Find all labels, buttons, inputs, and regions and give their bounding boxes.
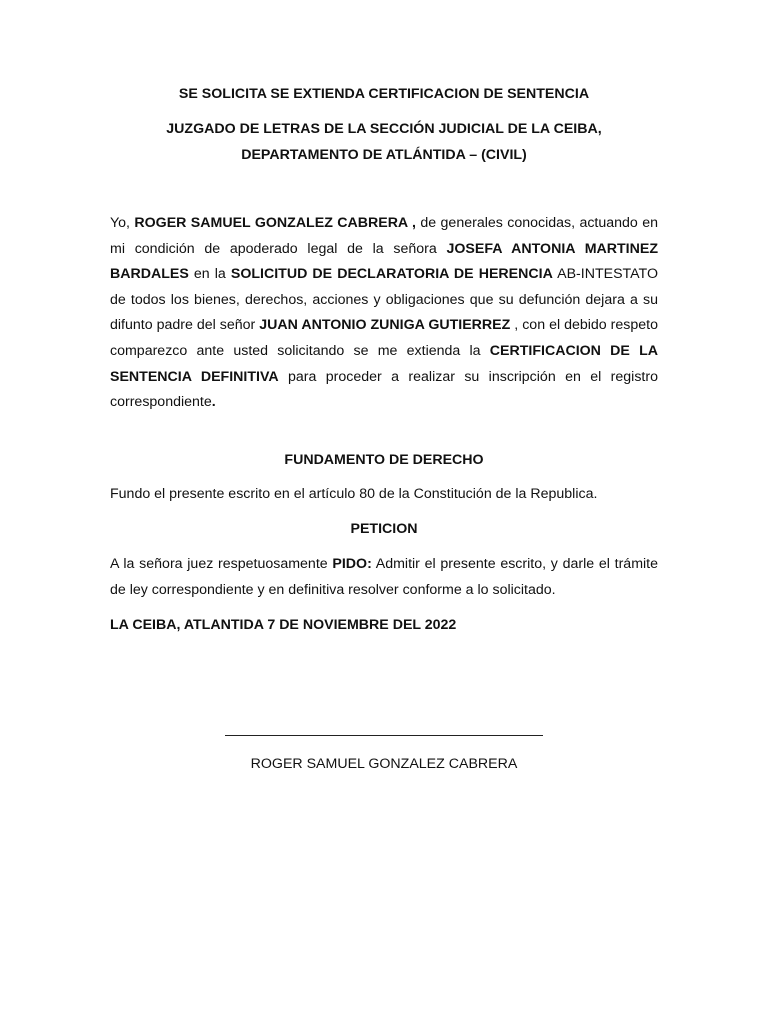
client-name: JOSEFA ANTONIA MARTINEZ BARDALES xyxy=(110,240,658,283)
request-paragraph xyxy=(110,552,658,603)
petition-paragraph xyxy=(110,211,658,416)
request-text-1: A la señora juez respetuosamente xyxy=(110,556,333,572)
legal-basis-heading: FUNDAMENTO DE DERECHO xyxy=(284,452,484,468)
petitioner-name: ROGER SAMUEL GONZALEZ CABRERA , xyxy=(134,215,416,231)
request-heading: PETICION xyxy=(350,521,418,537)
petition-text-6: para proceder a realizar su inscripción en el registro correspondiente xyxy=(110,368,658,411)
signature-line xyxy=(225,735,543,736)
request-text-2: Admitir el presente escrito, y darle el trámite de ley correspondiente y en definitiva resolver conforme a lo solicitado. xyxy=(110,556,659,598)
petition-end-mark: . xyxy=(211,394,216,411)
petition-text-3: en la xyxy=(188,266,231,283)
petition-text-5: , con el debido respeto comparezco ante usted solicitando se me extienda la xyxy=(110,317,658,359)
court-name-line-1: JUZGADO DE LETRAS DE LA SECCIÓN JUDICIAL DE LA CEIBA, xyxy=(166,121,602,137)
document-title: SE SOLICITA SE EXTIENDA CERTIFICACION DE SENTENCIA xyxy=(178,86,590,102)
court-name-line-2: DEPARTAMENTO DE ATLÁNTIDA – (CIVIL) xyxy=(241,147,527,163)
signatory-name: ROGER SAMUEL GONZALEZ CABRERA xyxy=(250,756,518,772)
petition-text-4: AB-INTESTATO de todos los bienes, derechos, acciones y obligaciones que su defunción dejara a su difunto padre del señor xyxy=(110,266,659,334)
deceased-name: JUAN ANTONIO ZUNIGA GUTIERREZ xyxy=(259,317,511,334)
petition-text-1: Yo, xyxy=(110,215,135,231)
requested-document: CERTIFICACION DE LA SENTENCIA DEFINITIVA xyxy=(110,342,658,385)
petition-text-2: de generales conocidas, actuando en mi condición de apoderado legal de la señora xyxy=(110,215,658,257)
proceeding-name: SOLICITUD DE DECLARATORIA DE HERENCIA xyxy=(230,266,553,283)
place-and-date: LA CEIBA, ATLANTIDA 7 DE NOVIEMBRE DEL 2022 xyxy=(110,617,457,633)
legal-basis-text: Fundo el presente escrito en el artículo 80 de la Constitución de la Republica. xyxy=(110,486,598,502)
pido-label: PIDO: xyxy=(332,556,372,572)
